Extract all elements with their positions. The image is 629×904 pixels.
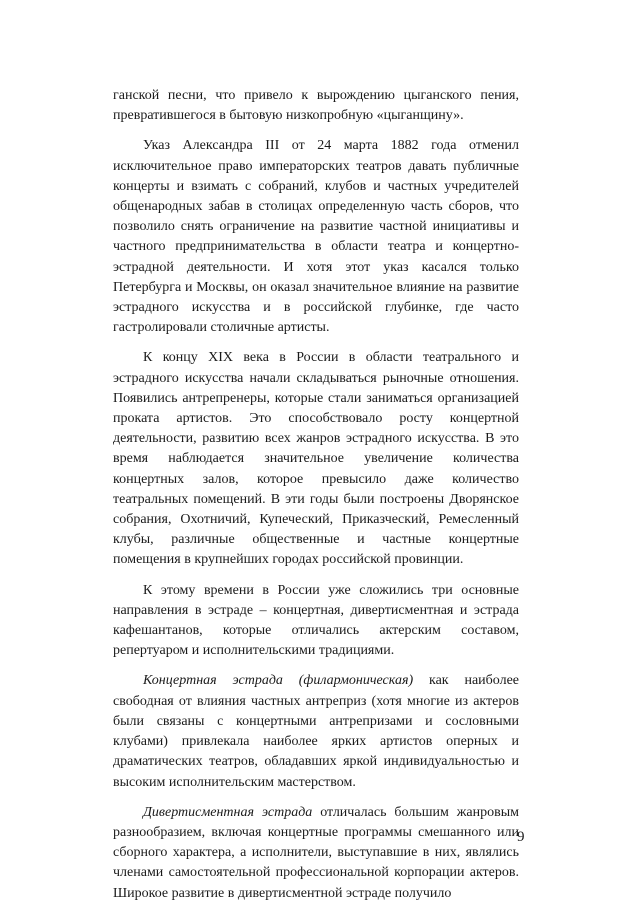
paragraph-5-italic-term: Концертная эстрада (филармоническая) (143, 673, 414, 689)
paragraph-3 (113, 348, 519, 570)
paragraph-5-text: как наиболее свободная от влияния частных антреприз (хотя многие из актеров были связаны с концертными антрепризами и сословными клубами) привлекала наиболее ярких артистов оперных и драматических театров, обладавших яркой индивидуальностью и высоким исполнительским мастерством. (113, 673, 519, 790)
paragraph-1 (113, 86, 519, 126)
paragraph-2-text: Указ Александра III от 24 марта 1882 года отменил исключительное право императорских театров давать публичные концерты и взимать с собраний, клубов и частных учредителей общенародных забав в столицах определенную часть сборов, что позволило снять ограничение на развитие частной инициативы и частного предпринимательства в области театра и концертно-эстрадной деятельности. И хотя этот указ касался только Петербурга и Москвы, он оказал значительное влияние на развитие эстрадного искусства и в российской глубинке, где часто гастролировали столичные артисты. (113, 138, 519, 336)
paragraph-4-text: К этому времени в России уже сложились три основные направления в эстраде – концертная, дивертисментная и эстрада кафешантанов, которые отличались актерским составом, репертуаром и исполнительскими традициями. (113, 582, 519, 659)
paragraph-6 (113, 803, 519, 904)
page-number: 9 (517, 829, 525, 845)
paragraph-6-text: отличалась большим жанровым разнообразием, включая концертные программы смешанного или сборного характера, а исполнители, выступавшие в них, являлись членами самостоятельной профессиональной корпорации актеров. Широкое развитие в дивертисментной эстраде получило (113, 804, 520, 901)
paragraph-1-text: ганской песни, что привело к вырождению цыганского пения, превратившегося в бытовую низкопробную «цыганщину». (113, 88, 519, 124)
paragraph-5 (113, 671, 519, 792)
paragraph-4 (113, 581, 519, 662)
paragraph-2 (113, 136, 519, 338)
paragraph-6-italic-term: Дивертисментная эстрада (143, 804, 313, 820)
paragraph-3-text: К концу XIX века в России в области театрального и эстрадного искусства начали складываться рыночные отношения. Появились антрепренеры, которые стали заниматься организацией проката артистов. Это способствовало росту концертной деятельности, развитию всех жанров эстрадного искусства. В это время наблюдается значительное увеличение количества концертных залов, которое превысило даже количество театральных помещений. В эти годы были построены Дворянское собрания, Охотничий, Купеческий, Приказчеcкий, Ремесленный клубы, различные общественные и частные концертные помещения в крупнейших городах российской провинции. (113, 350, 519, 568)
body-text (113, 86, 519, 904)
